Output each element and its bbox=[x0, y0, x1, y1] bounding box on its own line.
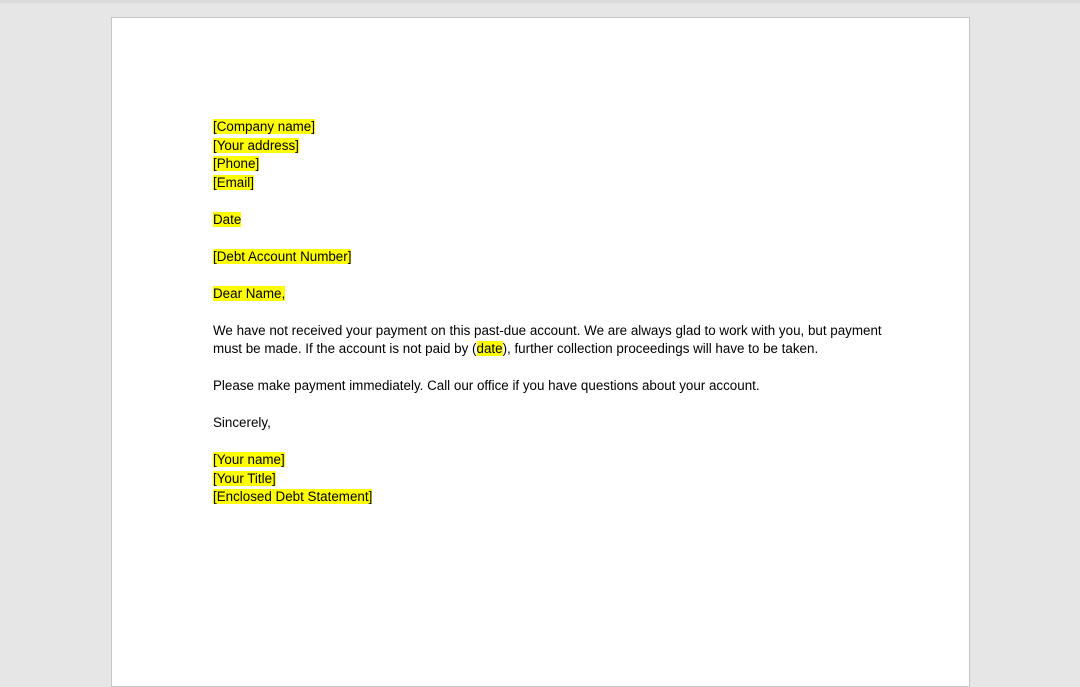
enclosure-line bbox=[213, 488, 873, 507]
enclosure-placeholder: [Enclosed Debt Statement] bbox=[213, 489, 373, 504]
blank-line bbox=[213, 359, 873, 378]
salutation-line bbox=[213, 285, 873, 304]
sender-company-line bbox=[213, 118, 873, 137]
due-date-placeholder: date bbox=[476, 341, 503, 356]
sender-phone-line bbox=[213, 155, 873, 174]
signature-title-line bbox=[213, 470, 873, 489]
blank-line bbox=[213, 266, 873, 285]
address-placeholder: [Your address] bbox=[213, 137, 299, 153]
salutation-placeholder: Dear Name, bbox=[213, 285, 286, 301]
sender-email-line bbox=[213, 174, 873, 193]
company-name-placeholder: [Company name] bbox=[213, 119, 315, 134]
date-line bbox=[213, 211, 873, 230]
paragraph-1-line-2 bbox=[213, 340, 873, 359]
paragraph-2: Please make payment immediately. Call our office if you have questions about your account. bbox=[213, 378, 760, 393]
blank-line bbox=[213, 433, 873, 452]
letter-body bbox=[213, 118, 882, 507]
closing-line: Sincerely, bbox=[213, 415, 271, 430]
date-placeholder: Date bbox=[213, 211, 242, 227]
debt-account-number-placeholder: [Debt Account Number] bbox=[213, 248, 352, 264]
paragraph-1-text-before: must be made. If the account is not paid by ( bbox=[213, 341, 477, 356]
your-name-placeholder: [Your name] bbox=[213, 452, 285, 467]
your-title-placeholder: [Your Title] bbox=[213, 470, 276, 486]
window-top-edge bbox=[0, 0, 1080, 3]
phone-placeholder: [Phone] bbox=[213, 156, 260, 171]
document-page[interactable] bbox=[111, 17, 970, 687]
blank-line bbox=[213, 229, 873, 248]
blank-line bbox=[213, 396, 873, 415]
paragraph-1-line-1: We have not received your payment on this past-due account. We are always glad to work with you, but payment bbox=[213, 322, 882, 338]
email-placeholder: [Email] bbox=[213, 174, 254, 190]
paragraph-1-text-after: ), further collection proceedings will have to be taken. bbox=[502, 341, 819, 356]
signature-name-line bbox=[213, 451, 873, 470]
sender-address-line bbox=[213, 137, 873, 156]
account-number-line bbox=[213, 248, 873, 267]
blank-line bbox=[213, 303, 873, 322]
blank-line bbox=[213, 192, 873, 211]
